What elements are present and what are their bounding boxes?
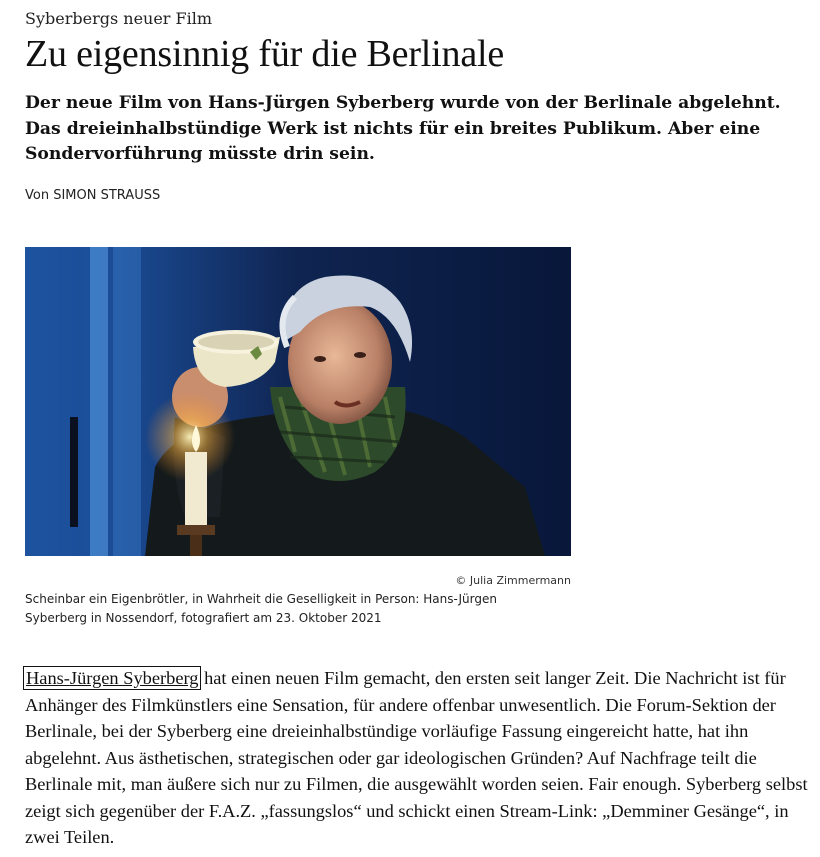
- person-link[interactable]: Hans-Jürgen Syberberg: [26, 668, 199, 688]
- article-body-text: hat einen neuen Film gemacht, den ersten seit langer Zeit. Die Nachricht ist für Anhänger des Filmkünstlers eine Sensation, für andere offenbar unwesentlich. Die Forum-Sektion der Berlinale, bei der Syberberg eine dreieinhalbstündige vorläufige Fassung eingereicht hatte, hat ihn abgelehnt. Aus ästhetischen, strategischen oder gar ideologischen Gründen? Auf Nachfrage teilt die Berlinale mit, man äußere sich nur zu Filmen, die ausgewählt worden seien. Fair enough. Syberberg selbst zeigt sich gegenüber der F.A.Z. „fassungslos“ und schickt einen Stream-Link: „Demminer Gesänge“, in zwei Teilen.: [25, 668, 808, 847]
- photo-caption: Scheinbar ein Eigenbrötler, in Wahrheit die Geselligkeit in Person: Hans-Jürgen Syberberg in Nossendorf, fotografiert am 23. Oktober 2021: [25, 592, 497, 625]
- article-kicker: Syberbergs neuer Film: [25, 9, 213, 28]
- article-body: [25, 665, 820, 851]
- article-byline: Von SIMON STRAUSS: [25, 187, 161, 203]
- article: [25, 8, 815, 847]
- article-photo: [25, 247, 571, 556]
- article-teaser: Der neue Film von Hans-Jürgen Syberberg wurde von der Berlinale abgelehnt. Das dreieinhalbstündige Werk ist nichts für ein breites Publikum. Aber eine Sondervorführung müsste drin sein.: [25, 93, 781, 164]
- photo-credit: © Julia Zimmermann: [455, 574, 571, 587]
- article-headline: Zu eigensinnig für die Berlinale: [25, 33, 505, 75]
